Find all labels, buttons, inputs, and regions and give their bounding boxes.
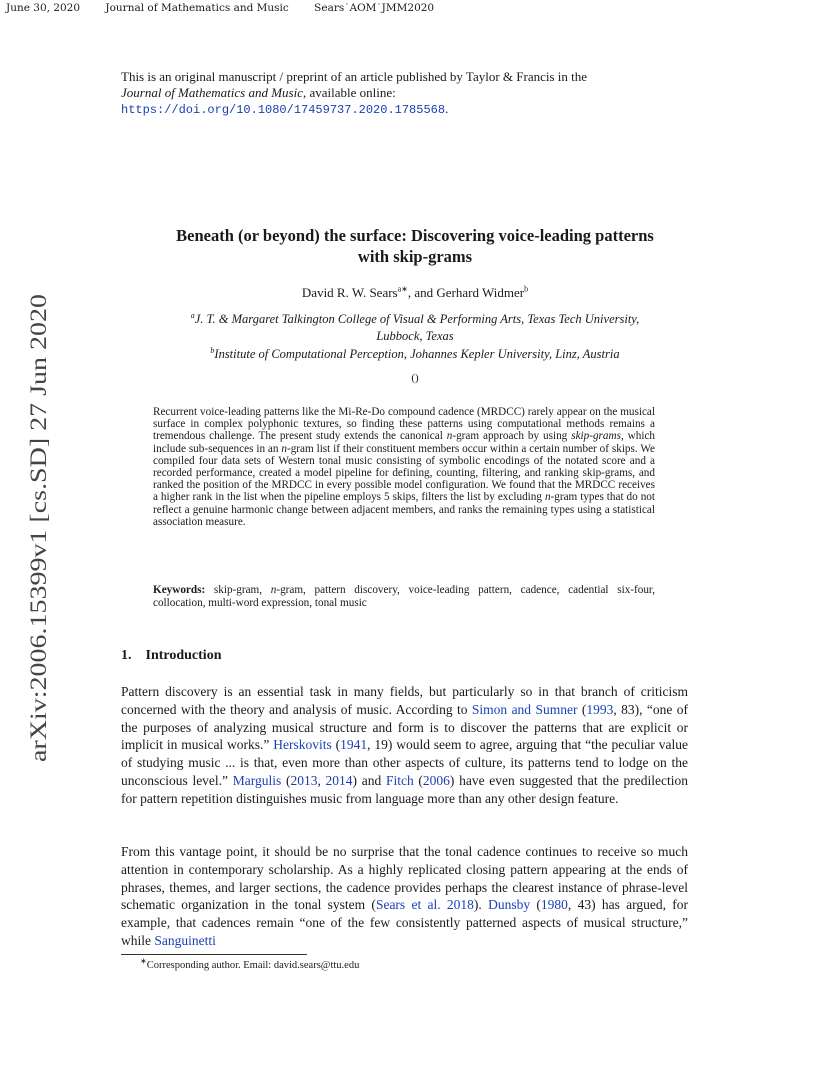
affiliation-a xyxy=(121,311,709,345)
affiliation-a-line1: J. T. & Margaret Talkington College of Visual & Performing Arts, Texas Tech University, xyxy=(194,312,640,326)
keywords xyxy=(153,584,655,610)
keywords-text: -gram, pattern discovery, voice-leading pattern, cadence, cadential six-four, collocation, multi-word expression, tonal music xyxy=(153,584,655,609)
body-text: ) have even suggested that the predilection for pattern repetition distinguishes music from language more than any other design feature. xyxy=(121,772,689,806)
header-code: Sears˙AOM˙JMM2020 xyxy=(314,2,435,14)
affiliation-b-line: Institute of Computational Perception, Johannes Kepler University, Linz, Austria xyxy=(214,347,620,361)
abstract-text: -gram list if their constituent members occur within a certain number of skips. We compiled four data sets of Western tonal music consisting of symbolic encodings of the notated score and a recorded performance, created a model pipeline for defining, counting, filtering, and ranking skip-grams, and ranked the position of the MRDCC in every possible model configuration. We found that the MRDCC receives a higher rank in the list when the pipeline employs 5 skips, filters the list by excluding xyxy=(153,442,655,504)
abstract-n-italic: n xyxy=(446,430,453,443)
citation-link[interactable]: Sears et al. 2018 xyxy=(375,897,474,913)
section-title: Introduction xyxy=(145,648,222,663)
author-1-sup: a∗ xyxy=(397,284,408,294)
notice-journal: Journal of Mathematics and Music xyxy=(121,85,303,100)
keywords-label: Keywords: xyxy=(153,584,206,596)
citation-link[interactable]: Dunsby xyxy=(488,897,531,913)
body-text: , 83), “one of the purposes of analyzing musical structure and form is to discover the patterns that are explicit or implicit in musical works.” xyxy=(121,701,688,753)
affiliation-a-mark: a xyxy=(190,310,195,320)
abstract-n-italic: n xyxy=(544,491,551,504)
author-joiner: , and Gerhard Widmer xyxy=(407,285,525,300)
body-text: , xyxy=(317,772,326,788)
title-line2: with skip-grams xyxy=(357,247,473,266)
keywords-text: skip-gram, xyxy=(205,584,271,596)
body-text: ). xyxy=(473,897,489,913)
abstract-skipgrams-italic: skip-grams, xyxy=(571,430,624,443)
citation-link[interactable]: Fitch xyxy=(385,772,414,788)
header-journal: Journal of Mathematics and Music xyxy=(105,2,289,14)
body-text: , 43) has argued, for example, that cadences remain “one of the few consistently patterned aspects of musical structure,” while xyxy=(121,897,689,948)
running-header xyxy=(6,2,456,14)
notice-line1: This is an original manuscript / preprint of an article published by Taylor & Francis in the xyxy=(121,69,588,84)
section-number: 1. xyxy=(121,648,132,663)
affiliation-b-mark: b xyxy=(210,345,215,355)
body-text: ( xyxy=(413,772,423,788)
author-list xyxy=(121,285,709,301)
abstract xyxy=(153,406,655,528)
citation-link[interactable]: Simon and Sumner xyxy=(471,701,578,717)
citation-link[interactable]: 2014 xyxy=(325,772,353,788)
header-date: June 30, 2020 xyxy=(6,2,81,14)
body-text: ) and xyxy=(352,772,386,788)
keywords-n-italic: n xyxy=(270,584,277,596)
abstract-text: -gram types that do not reflect a genuine harmonic change between adjacent members, and ranks the remaining types using a statistical association measure. xyxy=(153,491,655,528)
citation-link[interactable]: 1980 xyxy=(540,897,568,913)
affiliation-b xyxy=(121,346,709,363)
abstract-n-italic: n xyxy=(281,442,287,455)
citation-link[interactable]: 2006 xyxy=(422,772,450,788)
footnote-rule xyxy=(121,954,307,955)
footnote-text: Corresponding author. Email: david.sears@ttu.edu xyxy=(146,960,360,971)
body-text: Pattern discovery is an essential task in many fields, but particularly so in that branch of criticism concerned with the theory and analysis of music. According to xyxy=(121,684,688,717)
body-text: From this vantage point, it should be no surprise that the tonal cadence continues to receive so much attention in contemporary scholarship. As a highly replicated closing pattern appearing at the ends of phrases, themes, and larger sections, the cadence provides perhaps the clearest instance of phrase-level schematic organization in the tonal system ( xyxy=(121,844,688,913)
citation-link[interactable]: 1993 xyxy=(586,701,614,717)
arxiv-sidebar-svg xyxy=(24,293,54,763)
footnote xyxy=(140,956,360,971)
citation-link[interactable]: 2013 xyxy=(290,772,318,788)
body-text: ( xyxy=(281,772,291,788)
notice-line2-rest: , available online: xyxy=(302,85,396,100)
citation-link[interactable]: Sanguinetti xyxy=(154,932,216,948)
arxiv-id-text: arXiv:2006.15399v1 [cs.SD] 27 Jun 2020 xyxy=(26,377,51,762)
history-dates: () xyxy=(411,372,419,384)
abstract-text: Recurrent voice-leading patterns like the Mi-Re-Do compound cadence (MRDCC) rarely appear on the musical surface in complex polyphonic textures, so finding these patterns using computational methods remains a tremendous challenge. The present study extends the canonical xyxy=(153,406,655,443)
author-2-sup: b xyxy=(524,284,529,294)
affiliation-a-line2: Lubbock, Texas xyxy=(376,329,454,343)
publication-notice xyxy=(121,69,681,118)
body-text: ( xyxy=(331,737,341,753)
body-text: ( xyxy=(577,701,587,717)
intro-paragraph-1 xyxy=(121,683,688,808)
body-text: ( xyxy=(530,897,541,913)
abstract-text: -gram approach by using xyxy=(452,430,572,443)
citation-link[interactable]: Herskovits xyxy=(273,737,332,753)
arxiv-sidebar xyxy=(24,293,54,763)
doi-period: . xyxy=(445,101,449,116)
citation-link[interactable]: 1941 xyxy=(340,737,368,753)
title-line1: Beneath (or beyond) the surface: Discovering voice-leading patterns xyxy=(176,226,654,245)
paper-title xyxy=(121,225,709,267)
footnote-mark: ∗ xyxy=(140,956,147,966)
doi-link[interactable]: https://doi.org/10.1080/17459737.2020.1785568 xyxy=(121,103,446,117)
section-heading xyxy=(121,648,221,664)
intro-paragraph-2 xyxy=(121,843,688,950)
body-text: , 19) would seem to agree, arguing that “the peculiar value of studying music ... is that, even more than other aspects of culture, its patterns tend to lodge on the unconscious level.” xyxy=(121,737,689,788)
author-1: David R. W. Sears xyxy=(301,285,398,300)
citation-link[interactable]: Margulis xyxy=(232,772,282,788)
abstract-text: which include sub-sequences in an xyxy=(153,430,656,455)
